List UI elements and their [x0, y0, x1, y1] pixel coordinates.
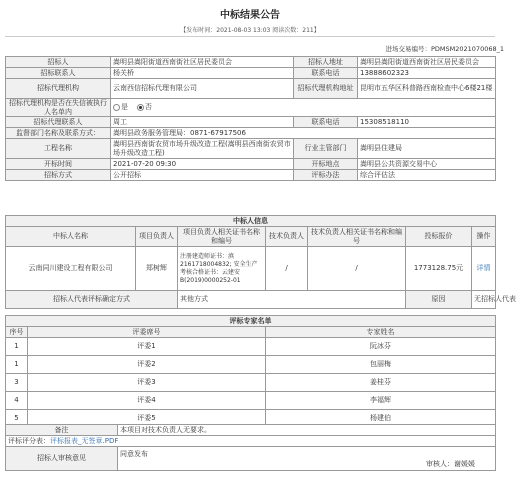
table-row: [6, 338, 496, 356]
row-expert: 包丽梅: [266, 356, 496, 374]
radio-yes-icon[interactable]: [113, 104, 120, 111]
row-seat: 评委4: [28, 392, 266, 410]
tenderer-value: 嵩明县嵩阳街道西南街社区居民委员会: [111, 57, 294, 68]
tenderer-label: 招标人: [6, 57, 111, 68]
page-title: 中标结果公告: [220, 10, 280, 21]
opinion-label: 招标人审核意见: [6, 447, 118, 471]
row-no: 5: [6, 410, 28, 428]
supervise-value: 嵩明县政务服务管理局：0871-67917506: [111, 128, 496, 139]
table-row: [6, 374, 496, 392]
dept-label: 行业主管部门: [294, 139, 358, 159]
col-seat: 评委席号: [28, 327, 266, 338]
remark-label: 备注: [6, 425, 118, 436]
opinion-cell: [118, 447, 496, 471]
rep-value: 其他方式: [178, 291, 406, 309]
details-link[interactable]: 详情: [472, 247, 496, 291]
agency-addr-value: 昆明市五华区科普路西南检查中心6楼21楼: [358, 79, 496, 99]
row-expert: 李福辉: [266, 392, 496, 410]
open-time-label: 开标时间: [6, 159, 111, 170]
reason-value: 无招标人代表: [472, 291, 496, 309]
row-seat: 评委5: [28, 410, 266, 428]
dept-value: 嵩明县住建局: [358, 139, 496, 159]
reviewer-label: 审核人：谢媛媛: [426, 459, 475, 468]
eval-value: 综合评估法: [358, 170, 496, 181]
row-seat: 评委1: [28, 338, 266, 356]
table-row: [6, 392, 496, 410]
col-pm-cert: 项目负责人相关证书名称和编号: [178, 227, 266, 247]
col-winner-name: 中标人名称: [6, 227, 136, 247]
remark-value: 本项目对技术负责人无要求。: [118, 425, 496, 436]
winner-pm-cert: 注册建造师证书：滇2161718004832; 安全生产考核合格证书：云建安 B(2019)0000252-01: [178, 247, 266, 291]
row-expert: 杨建伯: [266, 410, 496, 428]
agent-phone-label: 联系电话: [294, 117, 358, 128]
winner-table: [5, 215, 516, 309]
transaction-number: 进场交易编号：PDMSM2021070068_1: [385, 45, 504, 53]
col-tech: 技术负责人: [266, 227, 308, 247]
col-action: 操作: [472, 227, 496, 247]
winner-price: 1773128.75元: [406, 247, 472, 291]
phone-value: 13888602323: [358, 68, 496, 79]
bid-info-table: [5, 56, 496, 181]
agency-value: 云南西信招标代理有限公司: [111, 79, 294, 99]
col-tech-cert: 技术负责人相关证书名称和编号: [308, 227, 406, 247]
winner-tech: /: [266, 247, 308, 291]
credit-question-label: 招标代理机构是否在失信被执行人名单内: [6, 99, 111, 117]
winner-name: 云南同川建设工程有限公司: [6, 247, 136, 291]
winner-tech-cert: /: [308, 247, 406, 291]
project-value: 嵩明县西南街农贸市场升级改造工程(嵩明县西南街农贸市场升级改造工程): [111, 139, 294, 159]
option-yes-label: 是: [121, 103, 128, 112]
winner-pm: 郑树辉: [136, 247, 178, 291]
row-no: 4: [6, 392, 28, 410]
contact-label: 招标联系人: [6, 68, 111, 79]
row-seat: 评委3: [28, 374, 266, 392]
footer-table: [5, 424, 496, 471]
header-divider: [5, 36, 495, 37]
agency-addr-label: 招标代理机构地址: [294, 79, 358, 99]
row-expert: 姜桂芬: [266, 374, 496, 392]
radio-no-icon[interactable]: [137, 104, 144, 111]
col-no: 序号: [6, 327, 28, 338]
row-no: 3: [6, 374, 28, 392]
col-pm: 项目负责人: [136, 227, 178, 247]
tenderer-addr-label: 招标人地址: [294, 57, 358, 68]
supervise-label: 监督部门名称及联系方式：: [6, 128, 111, 139]
row-seat: 评委2: [28, 356, 266, 374]
opinion-value: 同意发布: [120, 450, 148, 458]
rep-label: 招标人代表评标确定方式: [6, 291, 178, 309]
open-time-value: 2021-07-20 09:30: [111, 159, 294, 170]
contact-value: 杨关桥: [111, 68, 294, 79]
phone-label: 联系电话: [294, 68, 358, 79]
tenderer-addr-value: 嵩明县嵩阳街道西南街社区居民委员会: [358, 57, 496, 68]
agent-contact-label: 招标代理联系人: [6, 117, 111, 128]
table-row: [6, 356, 496, 374]
agency-label: 招标代理机构: [6, 79, 111, 99]
publish-meta: 【发布时间：2021-08-03 13:03 阅读次数：211】: [180, 27, 320, 34]
credit-options: [111, 99, 496, 117]
method-label: 招标方式: [6, 170, 111, 181]
report-label: 评标评分表：: [8, 436, 50, 445]
agent-contact-value: 周工: [111, 117, 294, 128]
report-download-link[interactable]: 评标报表_无签章.PDF: [50, 436, 119, 445]
method-value: 公开招标: [111, 170, 294, 181]
eval-label: 评标办法: [294, 170, 358, 181]
row-no: 1: [6, 356, 28, 374]
row-no: 1: [6, 338, 28, 356]
winner-section-title: 中标人信息: [6, 216, 496, 227]
open-place-value: 嵩明县公共资源交易中心: [358, 159, 496, 170]
reason-label: 原因: [406, 291, 472, 309]
committee-table: [5, 315, 496, 428]
option-no-label: 否: [144, 103, 152, 112]
col-expert: 专家姓名: [266, 327, 496, 338]
winner-row: [6, 247, 496, 291]
committee-section-title: 评标专家名单: [6, 316, 496, 327]
project-label: 工程名称: [6, 139, 111, 159]
report-row: [6, 436, 496, 447]
col-price: 投标报价: [406, 227, 472, 247]
agent-phone-value: 15308518110: [358, 117, 496, 128]
row-expert: 阮冰芬: [266, 338, 496, 356]
open-place-label: 开标地点: [294, 159, 358, 170]
